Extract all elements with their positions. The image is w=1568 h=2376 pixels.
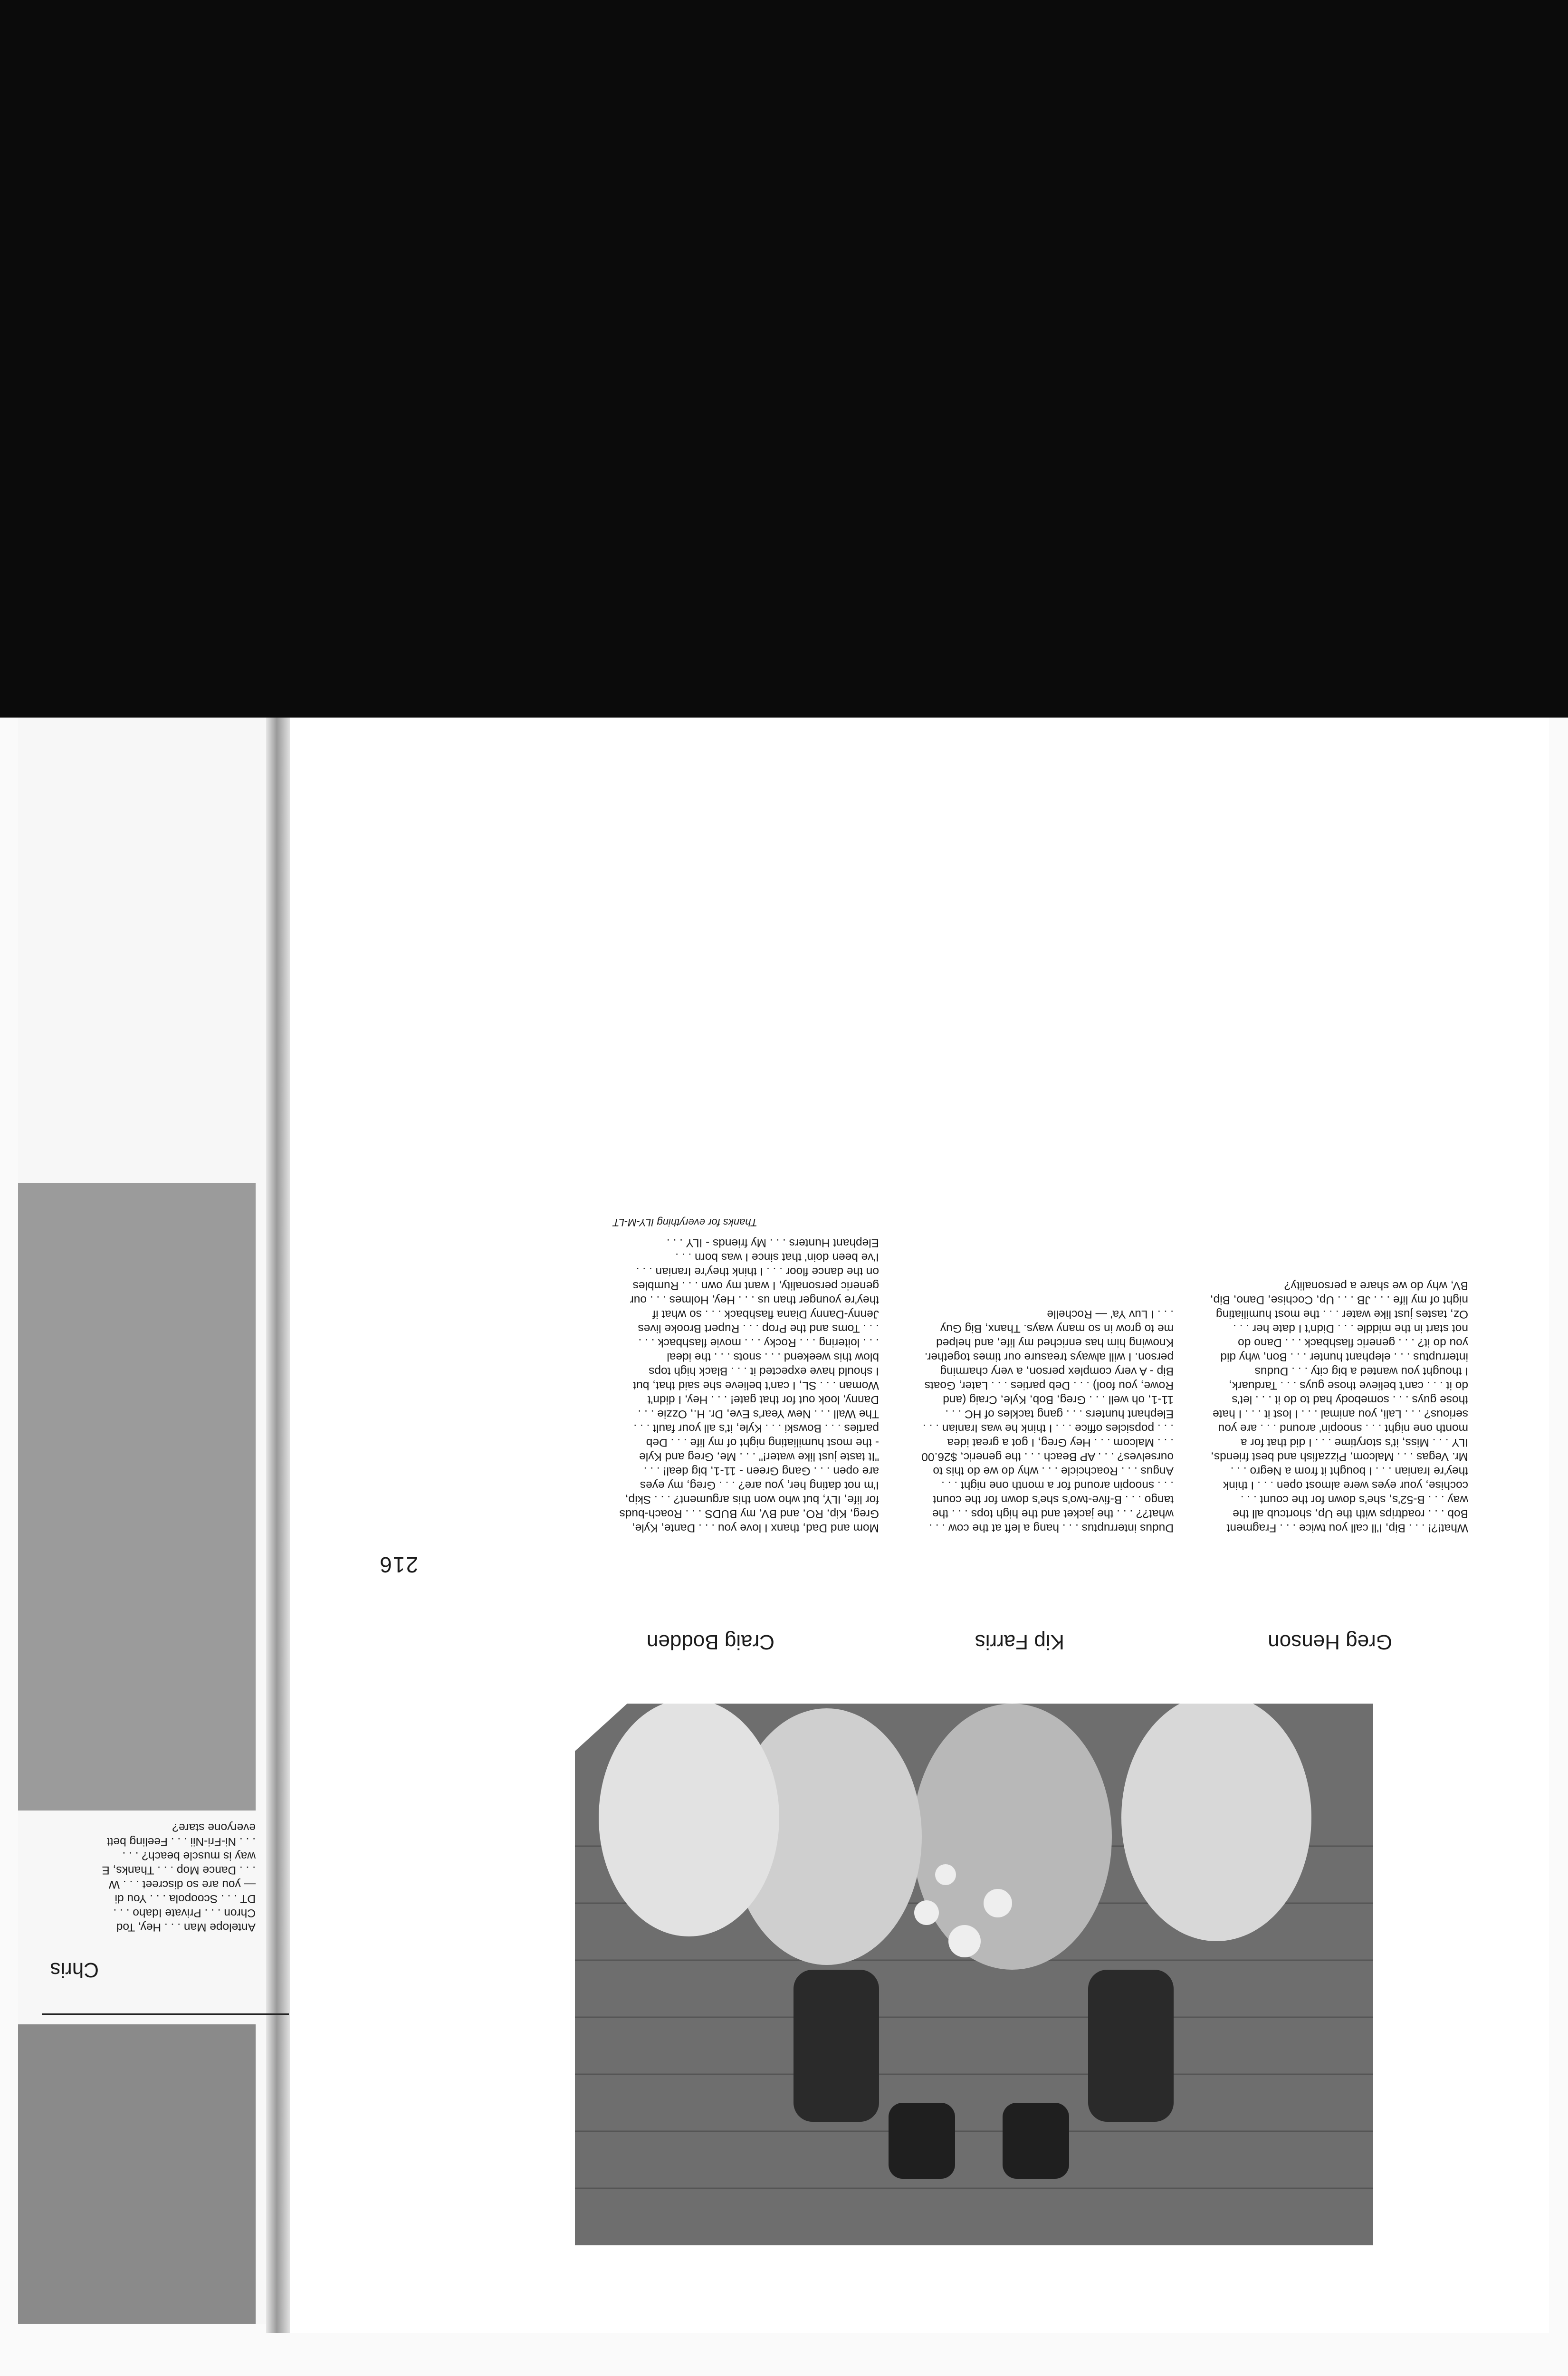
text-line: Angus . . . Roachcicle . . . why do we do this to xyxy=(933,1465,1174,1477)
text-line: what?? . . . the jacket and the high tops . . . the xyxy=(932,1507,1174,1520)
left-line: — you are so discreet . . . W xyxy=(108,1878,256,1891)
text-line: interruptus . . . elephant hunter . . . Bon, why did xyxy=(1220,1351,1468,1363)
text-line: 11-1, oh well . . . Greg, Bob, Kyle, Craig (and xyxy=(943,1393,1174,1406)
text-line: Elephant Hunters . . . My friends - ILY . . . xyxy=(666,1236,879,1249)
scan-black-area xyxy=(0,0,1568,718)
text-line: cochise, your eyes were almost open . . . I think xyxy=(1223,1479,1468,1492)
text-line: What!?! . . . Bip, I'll call you twice . . . Fragment xyxy=(1226,1522,1468,1534)
text-line: . . . loitering . . . Rocky . . . movie flashback . . . xyxy=(638,1336,879,1349)
text-line: serious? . . . Lali, you animal . . . I lost it . . . I hate xyxy=(1213,1408,1468,1420)
left-line: Antelope Man . . . Hey, Tod xyxy=(116,1921,256,1934)
left-line: Chron . . . Private Idaho . . . xyxy=(113,1907,256,1919)
text-line: "It taste just like water!" . . . Me, Greg and Kyle xyxy=(639,1450,879,1463)
text-line: I'm not dating her, you are? . . . Greg, my eyes xyxy=(640,1479,879,1492)
text-line: they're younger than us . . . Hey, Holmes . . . our xyxy=(630,1293,879,1306)
text-line: I should have expected it . . . Black high tops xyxy=(649,1365,879,1378)
text-line: those guys . . . somebody had to do it . . . let's xyxy=(1232,1393,1468,1406)
text-line: Greg, Kip, RO, and BV, my BUDS . . . Roach-buds xyxy=(619,1507,879,1520)
text-line: Mr. Vegas . . . Malcom, Pizzafish and best friends, xyxy=(1211,1450,1468,1463)
text-line: are open . . . Gang Green - 11-1, big deal! . . . xyxy=(643,1465,879,1477)
text-line: Oz, tastes just like water . . . the most humiliating xyxy=(1215,1308,1468,1321)
text-line: Woman . . . SL, I can't believe she said that, but xyxy=(633,1379,879,1392)
page-number: 216 xyxy=(379,1552,418,1577)
text-line: generic personality, I want my own . . . Rumbles xyxy=(632,1279,879,1292)
text-line: I thought you wanted a big city . . . Dudus xyxy=(1254,1365,1468,1378)
column-body xyxy=(1202,1278,1468,1535)
text-line: night of my life . . . JB . . . Up, Cochise, Dano, Bip, xyxy=(1210,1293,1468,1306)
text-line: . . . I Luv Ya' — Rochelle xyxy=(1047,1308,1174,1321)
text-line: you do it? . . . generic flashback . . . Dano do xyxy=(1238,1336,1468,1349)
text-line: BV, why do we share a personality? xyxy=(1284,1279,1468,1292)
text-line: Bip - A very complex person, a very charming xyxy=(940,1365,1174,1378)
group-photo-icon xyxy=(575,1704,1373,2245)
column-footer: Thanks for everything ILY-M-LT xyxy=(613,1217,758,1228)
column-body xyxy=(613,1236,879,1535)
text-line: Knowing him has enriched my life, and helped xyxy=(936,1336,1174,1349)
text-line: do it . . . can't believe those guys . . . Tarduark, xyxy=(1228,1379,1468,1392)
left-line: way is muscle beach? . . . xyxy=(122,1849,256,1862)
text-line: . . . Malcom . . . Hey Greg, I got a great idea xyxy=(947,1436,1174,1449)
text-line: . . . Toms and the Prop . . . Rupert Brooke lives xyxy=(638,1322,879,1335)
left-line: DT . . . Scoopola . . . You di xyxy=(115,1892,256,1905)
text-line: not start in the middle . . . Didn't I date her . . . xyxy=(1233,1322,1468,1335)
text-line: Dudus interruptus . . . hang a left at the cow . . . xyxy=(929,1522,1174,1534)
left-page-title: Chris xyxy=(50,1958,99,1982)
text-line: Rowe, you fool) . . . Deb parties . . . Later, Goats xyxy=(924,1379,1174,1392)
text-line: way . . . B-52's, she's down for the count . . . xyxy=(1240,1493,1468,1506)
portrait-photo-icon xyxy=(18,1183,256,1811)
text-line: - the most humiliating night of my life . . . Deb xyxy=(646,1436,879,1449)
text-line: person. I will always treasure our times together. xyxy=(924,1351,1174,1363)
left-line: . . . Dance Mop . . . Thanks, E xyxy=(102,1864,256,1877)
column-name-greg-henson: Greg Henson xyxy=(1268,1630,1392,1654)
text-line: Mom and Dad, thanx I love you . . . Dante, Kyle, xyxy=(631,1522,879,1534)
text-line: I've been doin' that since I was born . . . xyxy=(675,1251,879,1264)
text-line: for life, ILY, but who won this argument? . . . Skip, xyxy=(625,1493,879,1506)
text-line: Danny, look out for that gate! . . . Hey, I didn't xyxy=(647,1393,879,1406)
text-line: . . . popsicles office . . . I think he was Iranian . . . xyxy=(923,1422,1174,1435)
text-line: they're Iranian . . . I bought it from a Negro . . . xyxy=(1230,1465,1468,1477)
text-line: tango . . . B-five-two's she's down for the count xyxy=(933,1493,1174,1506)
text-line: . . . snoopin around for a month one night . . . xyxy=(941,1479,1174,1492)
left-page-content xyxy=(18,718,289,2324)
column-name-craig-bodden: Craig Bodden xyxy=(646,1630,774,1654)
column-kip-farris xyxy=(908,1307,1174,1535)
text-line: Elephant hunters . . . gang tackles of HC . . . xyxy=(945,1408,1174,1420)
column-craig-bodden xyxy=(613,1216,879,1535)
right-page-content xyxy=(290,718,1549,2333)
text-line: parties . . . Bowski . . . Kyle, it's all your fault . . . xyxy=(633,1422,879,1435)
text-line: ILY . . . Miss, it's storytime . . . I did that for a xyxy=(1241,1436,1468,1449)
left-line: everyone stare? xyxy=(172,1821,256,1834)
text-line: month one night . . . snoopin' around . . . are you xyxy=(1218,1422,1468,1435)
text-line: ourselves? . . . AP Beach . . . the generic, $26.00 xyxy=(921,1450,1174,1463)
portrait-photo-icon xyxy=(18,2024,256,2324)
divider xyxy=(42,2013,289,2015)
text-line: blow this weekend . . . snots . . . the ideal xyxy=(667,1351,879,1363)
text-line: The Wall . . . New Year's Eve, Dr. H., Ozzie . . . xyxy=(638,1408,879,1420)
text-line: on the dance floor . . . I think they're Iranian . . . xyxy=(636,1265,879,1278)
text-line: me to grow in so many ways. Thanx, Big Guy xyxy=(940,1322,1174,1335)
left-line: . . . Ni-Fri-Nii . . . Feeling bett xyxy=(106,1835,256,1848)
column-greg-henson xyxy=(1202,1278,1468,1535)
left-page-text xyxy=(18,1820,256,1934)
group-photo-graphic xyxy=(575,1704,1373,2245)
text-line: Bob . . . roadtrips with the Up, shortcub all the xyxy=(1233,1507,1468,1520)
column-body xyxy=(908,1307,1174,1535)
column-name-kip-farris: Kip Farris xyxy=(975,1630,1064,1654)
text-line: Jenny-Danny Diana flashback . . . so what if xyxy=(652,1308,879,1321)
